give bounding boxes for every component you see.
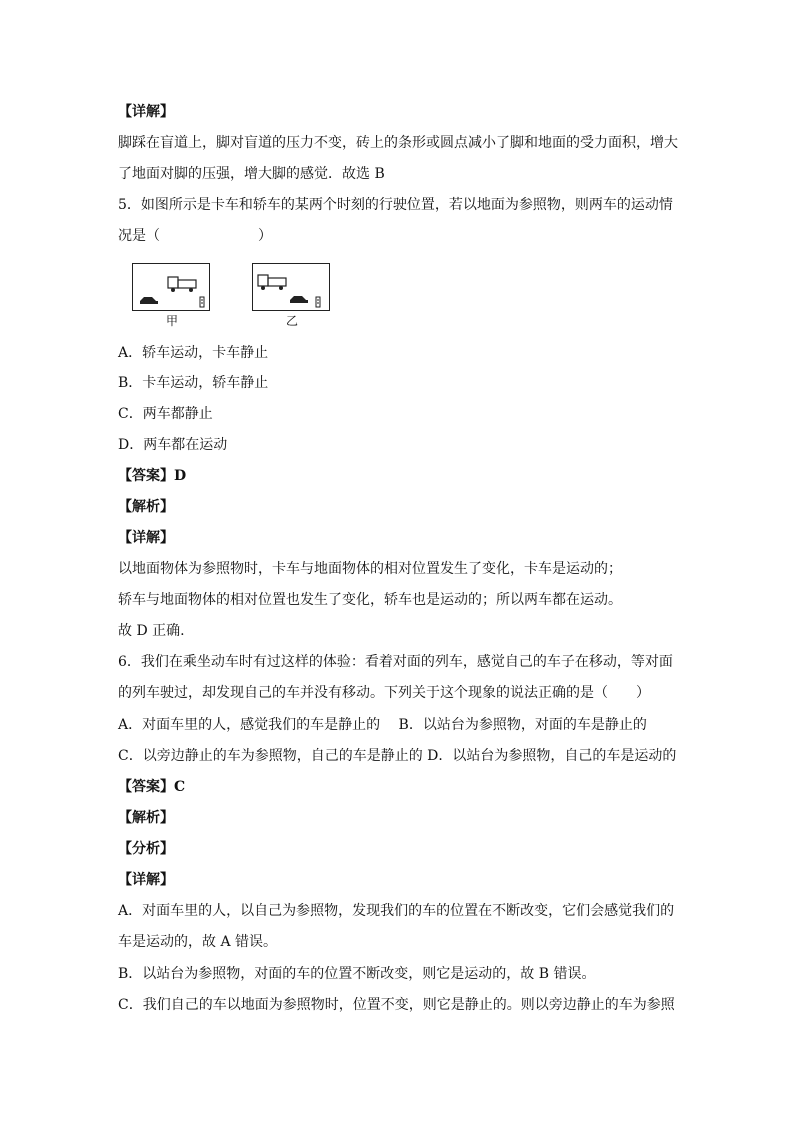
figure-label-b: 乙 (286, 314, 299, 328)
paragraph-line: 故 D 正确. (118, 623, 185, 639)
heading-detail: 【详解】 (118, 104, 174, 120)
options-ab: A．对面车里的人，感觉我们的车是静止的 B．以站台为参照物，对面的车是静止的 (118, 717, 647, 733)
signpost-icon (200, 297, 204, 307)
paragraph-line: 脚踩在盲道上，脚对盲道的压力不变，砖上的条形或圆点减小了脚和地面的受力面积，增大 (118, 135, 678, 151)
figure-drawing (132, 263, 342, 333)
question-6-stem: 6．我们在乘坐动车时有过这样的体验：看着对面的列车，感觉自己的车子在移动，等对面 (118, 654, 673, 670)
detail-label: 【详解】 (118, 530, 174, 546)
question-5-stem: 5．如图所示是卡车和轿车的某两个时刻的行驶位置，若以地面为参照物，则两车的运动情 (118, 197, 673, 213)
analysis-sub-label: 【分析】 (118, 841, 174, 857)
paragraph-line: 轿车与地面物体的相对位置也发生了变化，轿车也是运动的；所以两车都在运动。 (118, 592, 622, 608)
car-icon (140, 297, 158, 304)
analysis-label: 【解析】 (118, 810, 174, 826)
answer-label: 【答案】D (118, 468, 187, 484)
answer-label: 【答案】C (118, 779, 186, 795)
detail-label: 【详解】 (118, 872, 174, 888)
analysis-label: 【解析】 (118, 499, 174, 515)
figure-trucks-cars (132, 263, 342, 333)
paragraph-line: A．对面车里的人，以自己为参照物，发现我们的车的位置在不断改变，它们会感觉我们的 (118, 903, 675, 919)
signpost-icon (316, 297, 320, 307)
paragraph-line: 了地面对脚的压强，增大脚的感觉．故选 B (118, 166, 385, 182)
options-cd: C．以旁边静止的车为参照物，自己的车是静止的 D．以站台为参照物，自己的车是运动的 (118, 748, 677, 764)
paragraph-line: B．以站台为参照物，对面的车的位置不断改变，则它是运动的，故 B 错误。 (118, 966, 596, 982)
truck-icon (168, 277, 196, 292)
option-b: B．卡车运动，轿车静止 (118, 375, 269, 391)
paragraph-line: C．我们自己的车以地面为参照物时，位置不变，则它是静止的。则以旁边静止的车为参照 (118, 997, 675, 1013)
car-icon (290, 296, 308, 303)
option-c: C．两车都静止 (118, 406, 213, 422)
question-5-stem: 况是（ ） (118, 228, 272, 244)
question-6-stem: 的列车驶过，却发现自己的车并没有移动。下列关于这个现象的说法正确的是（ ） (118, 685, 650, 701)
paragraph-line: 车是运动的，故 A 错误。 (118, 934, 278, 950)
figure-label-a: 甲 (166, 314, 179, 328)
paragraph-line: 以地面物体为参照物时，卡车与地面物体的相对位置发生了变化，卡车是运动的； (118, 561, 622, 577)
option-d: D．两车都在运动 (118, 437, 228, 453)
option-a: A．轿车运动，卡车静止 (118, 345, 269, 361)
truck-icon (258, 275, 286, 290)
